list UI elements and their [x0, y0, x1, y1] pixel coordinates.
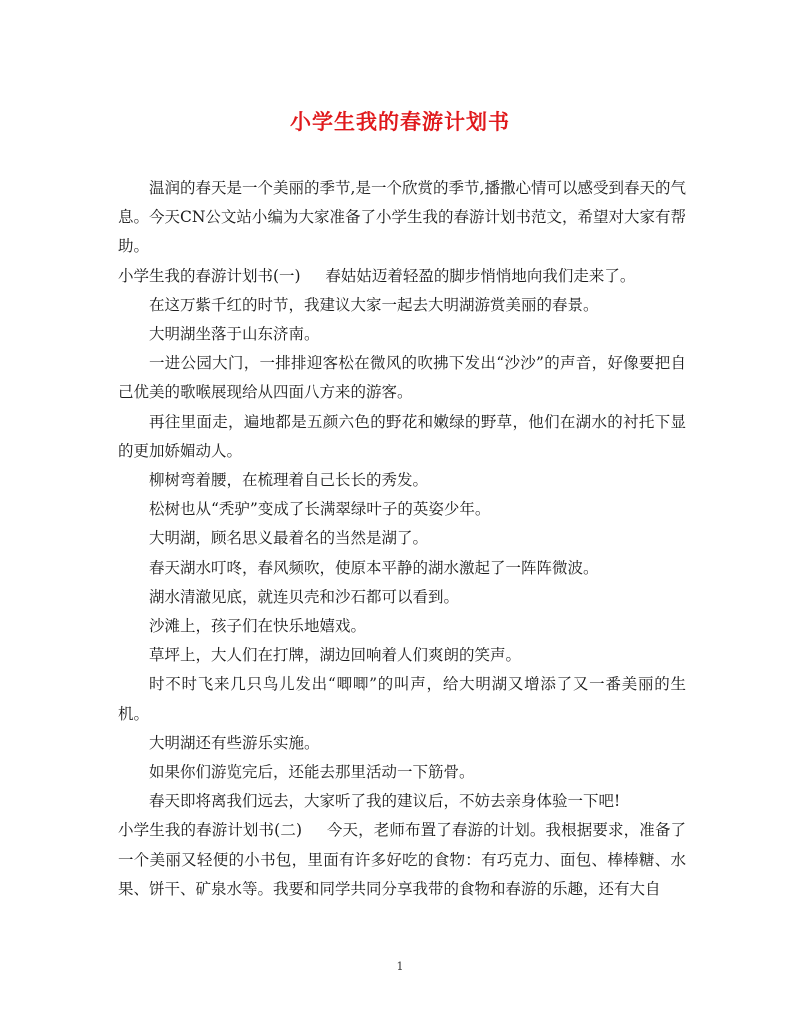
paragraph: 时不时飞来几只鸟儿发出“唧唧”的叫声，给大明湖又增添了又一番美丽的生机。	[118, 675, 686, 723]
page-number: 1	[396, 960, 404, 973]
paragraph: 柳树弯着腰，在梳理着自己长长的秀发。	[149, 471, 429, 490]
paragraph: 一进公园大门，一排排迎客松在微风的吹拂下发出“沙沙”的声音，好像要把自己优美的歌喉展现给从四面八方来的游客。	[118, 354, 686, 402]
document-title: 小学生我的春游计划书	[290, 109, 510, 134]
section-2-start	[118, 816, 686, 904]
paragraph: 大明湖，顾名思义最着名的当然是湖了。	[149, 529, 429, 548]
paragraph: 松树也从“秃驴”变成了长满翠绿叶子的英姿少年。	[149, 500, 491, 519]
section-2-first-line: 今天，老师布置了春游的计划。我根据要求，准备了一个美丽又轻便的小书包，里面有许多好吃的食物：有巧克力、面包、棒棒糖、水果、饼干、矿泉水等。我要和同学共同分享我带的食物和春游的乐趣，还有大自	[118, 821, 686, 898]
paragraph: 春天即将离我们远去，大家听了我的建议后，不妨去亲身体验一下吧!	[149, 792, 621, 811]
section-2-heading: 小学生我的春游计划书(二)	[118, 821, 302, 840]
paragraph: 湖水清澈见底，就连贝壳和沙石都可以看到。	[149, 587, 460, 606]
section-1-start	[118, 262, 686, 291]
paragraph: 在这万紫千红的时节，我建议大家一起去大明湖游赏美丽的春景。	[149, 295, 599, 314]
intro-paragraph: 温润的春天是一个美丽的季节,是一个欣赏的季节,播撒心情可以感受到春天的气息。今天CN公文站小编为大家准备了小学生我的春游计划书范文，希望对大家有帮助。	[118, 179, 686, 256]
paragraph: 如果你们游览完后，还能去那里活动一下筋骨。	[149, 763, 475, 782]
paragraph: 大明湖还有些游乐实施。	[149, 733, 320, 752]
paragraph: 春天湖水叮咚，春风频吹，使原本平静的湖水激起了一阵阵微波。	[149, 558, 599, 577]
section-1-heading: 小学生我的春游计划书(一)	[118, 266, 301, 285]
paragraph: 沙滩上，孩子们在快乐地嬉戏。	[149, 617, 367, 636]
paragraph: 草坪上，大人们在打牌，湖边回响着人们爽朗的笑声。	[149, 646, 522, 665]
document-body	[118, 174, 686, 904]
paragraph: 大明湖坐落于山东济南。	[149, 325, 320, 344]
paragraph: 再往里面走，遍地都是五颜六色的野花和嫩绿的野草，他们在湖水的衬托下显的更加娇媚动人。	[118, 412, 686, 460]
section-1-first-line: 春姑姑迈着轻盈的脚步悄悄地向我们走来了。	[325, 266, 636, 285]
